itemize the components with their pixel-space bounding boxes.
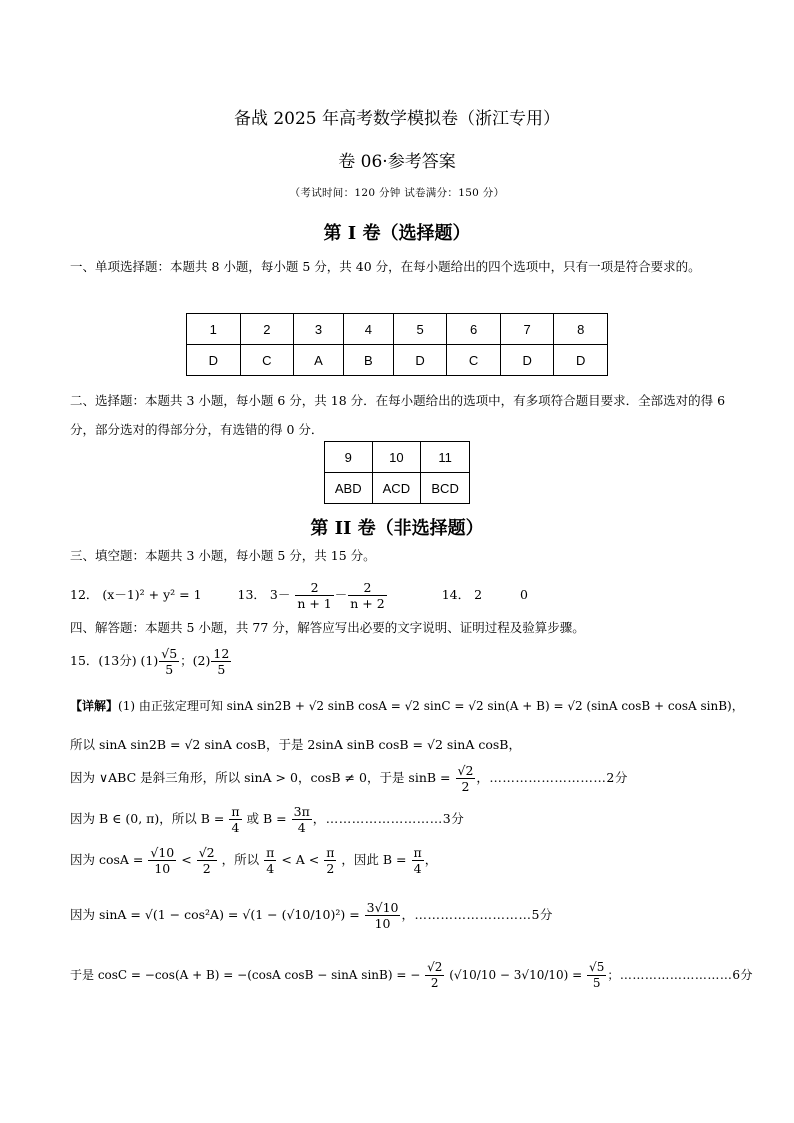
table-cell: 11 [421, 442, 470, 473]
solution-line-5 [70, 845, 437, 876]
solution-text: 因为 B ∈ (0, π)，所以 B = [70, 811, 225, 826]
fraction: $\frac{\pi}{4}$ [413, 845, 422, 876]
document-subtitle: 卷 06·参考答案 [338, 152, 456, 172]
table-cell: 10 [372, 442, 421, 473]
fraction: $\frac{√10}{10}$ [150, 845, 175, 876]
score-marker: ，………………………5分 [401, 907, 553, 922]
solution-text: ， [424, 852, 438, 867]
table-cell: D [554, 345, 608, 376]
fraction: $\frac{3\pi}{4}$ [293, 804, 310, 835]
table-row-numbers [325, 442, 470, 473]
q15-label: 15．(13分) (1) [70, 653, 159, 668]
solution-line-4 [70, 804, 464, 835]
q15-fraction-1: $\frac{√5}{5}$ [161, 646, 178, 677]
q13-prefix: 3－ [269, 587, 291, 602]
fraction: $\frac{\pi}{4}$ [266, 845, 275, 876]
solution-text: (1) 由正弦定理可知 sinA sin2B + √2 sinB cosA = √2 sinC = √2 sin(A + B) = √2 (sinA cosB + cosA sinB)， [118, 699, 744, 713]
score-marker: ；………………………6分 [607, 968, 753, 982]
exam-info: （考试时间：120 分钟 试卷满分：150 分） [289, 187, 505, 199]
solution-text: ，所以 [221, 852, 260, 867]
fraction: $\frac{3√10}{10}$ [366, 900, 399, 931]
fraction: $\frac{√5}{5}$ [589, 960, 605, 990]
q15-separator: ；(2) [180, 653, 211, 668]
table-cell: D [187, 345, 241, 376]
q12-answer: (x－1)² + y² = 1 [102, 587, 202, 602]
part2-heading: 第 II 卷（非选择题） [310, 518, 484, 539]
solution-line-6 [70, 900, 553, 931]
table-cell: C [240, 345, 294, 376]
table-cell: ABD [325, 473, 373, 504]
table-cell: 1 [187, 314, 241, 345]
q14-label: 14． [441, 587, 471, 602]
fraction: $\frac{√2}{2}$ [198, 845, 215, 876]
table-row-answers [325, 473, 470, 504]
single-choice-intro: 一、单项选择题：本题共 8 小题，每小题 5 分，共 40 分，在每小题给出的四个选项中，只有一项是符合要求的。 [70, 259, 701, 274]
multi-choice-intro: 二、选择题：本题共 3 小题，每小题 6 分，共 18 分．在每小题给出的选项中，有多项符合题目要求．全部选对的得 6 分，部分选对的得部分分，有选错的得 0 分． [70, 393, 726, 437]
table-cell: C [447, 345, 501, 376]
q12-label: 12． [70, 587, 99, 602]
solution-text: 于是 cosC = −cos(A + B) = −(cosA cosB − sinA sinB) = − [70, 968, 421, 982]
solution-text: (√10/10 − 3√10/10) = [449, 968, 583, 982]
part1-heading: 第 I 卷（选择题） [323, 223, 471, 244]
table-cell: 5 [393, 314, 447, 345]
table-cell: BCD [421, 473, 470, 504]
table-cell: 6 [447, 314, 501, 345]
solution-line-7 [70, 960, 753, 991]
solution-text: ，因此 B = [341, 852, 407, 867]
detail-tag: 【详解】 [70, 699, 119, 713]
solution-line-2: 所以 sinA sin2B = √2 sinA cosB，于是 2sinA sinB cosB = √2 sinA cosB， [70, 737, 521, 752]
score-marker: ，………………………2分 [476, 770, 628, 785]
single-choice-answer-table [186, 313, 608, 376]
table-cell: 4 [343, 314, 393, 345]
table-cell: B [343, 345, 393, 376]
q13-fraction-1: $\frac{2}{n + 1}$ [297, 580, 332, 611]
solution-text: 因为 cosA = [70, 852, 144, 867]
document-title: 备战 2025 年高考数学模拟卷（浙江专用） [233, 109, 561, 129]
solution-line-1 [70, 697, 744, 714]
multi-choice-answer-table [324, 441, 470, 504]
solution-text: < A < [281, 852, 320, 867]
table-cell: 8 [554, 314, 608, 345]
fill-blank-answers: 12． (x－1)² + y² = 1 13． 3－ $\frac{2}{n + 1}$ － $\frac{2}{n + 2}$ 14． 2 0 [70, 580, 528, 611]
table-cell: ACD [372, 473, 421, 504]
table-cell: D [393, 345, 447, 376]
table-cell: D [500, 345, 554, 376]
table-row-numbers [187, 314, 608, 345]
q14-answer-b: 0 [520, 587, 528, 602]
fraction: $\frac{\pi}{4}$ [231, 804, 240, 835]
table-cell: 7 [500, 314, 554, 345]
q15-answer [70, 646, 232, 677]
solution-text: 因为 sinA = √(1 − cos²A) = √(1 − (√10/10)²) = [70, 907, 360, 922]
table-row-answers [187, 345, 608, 376]
solution-text: 因为 ∨ABC 是斜三角形，所以 sinA > 0，cosB ≠ 0，于是 sinB = [70, 770, 451, 785]
solution-line-3 [70, 763, 628, 794]
solution-text: 或 B = [246, 811, 287, 826]
fraction: $\frac{\pi}{2}$ [326, 845, 335, 876]
q13-fraction-2: $\frac{2}{n + 2}$ [350, 580, 385, 611]
table-cell: 3 [294, 314, 344, 345]
q15-fraction-2: $\frac{12}{5}$ [213, 646, 230, 677]
table-cell: 9 [325, 442, 373, 473]
q14-answer-a: 2 [474, 587, 483, 602]
score-marker: ，………………………3分 [312, 811, 465, 826]
fraction: $\frac{√2}{2}$ [427, 960, 443, 990]
table-cell: 2 [240, 314, 294, 345]
fraction: $\frac{√2}{2}$ [457, 763, 474, 794]
fill-blank-intro: 三、填空题：本题共 3 小题，每小题 5 分，共 15 分。 [70, 548, 376, 563]
solve-intro: 四、解答题：本题共 5 小题，共 77 分，解答应写出必要的文字说明、证明过程及验算步骤。 [70, 620, 585, 635]
table-cell: A [294, 345, 344, 376]
solution-text: < [181, 852, 192, 867]
q13-label: 13． [237, 587, 266, 602]
